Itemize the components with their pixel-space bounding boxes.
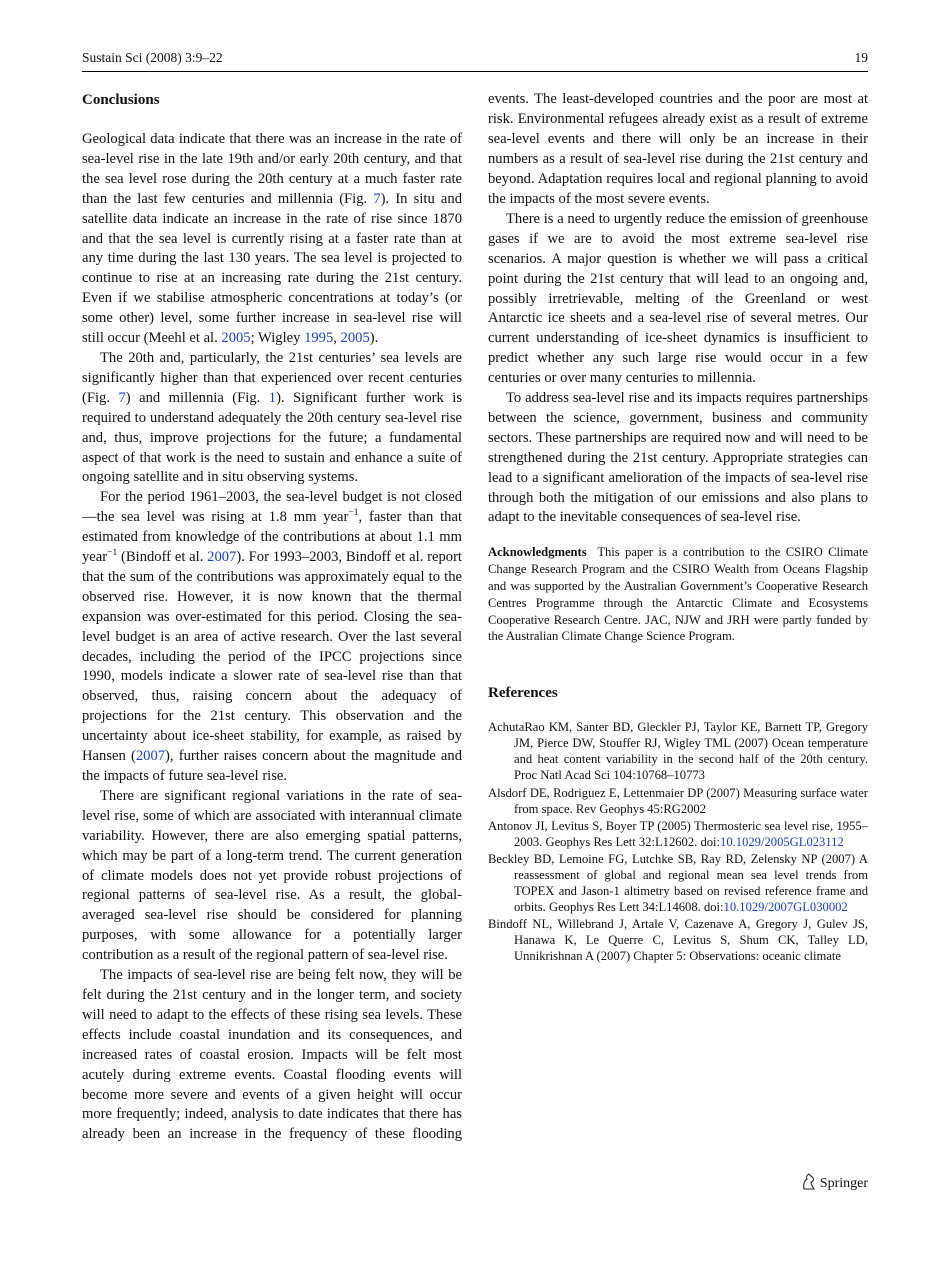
paragraph-7: To address sea-level rise and its impacts requires partnerships between the science, government, business and community sectors. These partnerships are required now and will need to be strengthened during the 21st century. Appropriate strategies can lead to a significant amelioration of the impacts of sea-level rise through both the mitigation of our emissions and also plans to adapt to the inevitable consequences of sea-level rise. xyxy=(488,390,868,526)
header-rule xyxy=(82,71,868,72)
reference-item: Antonov JI, Levitus S, Boyer TP (2005) Thermosteric sea level rise, 1955–2003. Geophys Res Lett 32:L12602. doi:10.1029/2005GL023112 xyxy=(488,818,868,849)
paragraph-5-continuation-wrapper xyxy=(488,90,868,210)
doi-link[interactable]: 10.1029/2005GL023112 xyxy=(720,834,844,849)
reference-item: Alsdorf DE, Rodriguez E, Lettenmaier DP (2007) Measuring surface water from space. Rev Geophys 45:RG2002 xyxy=(488,785,868,816)
publisher-footer xyxy=(801,1173,868,1195)
paragraph-1: Geological data indicate that there was an increase in the rate of sea-level rise in the late 19th and/or early 20th century, and that the sea level rose during the 20th century at a much faster rate than the last few centuries and millennia (Fig. 7). In situ and satellite data indicate an increase in the rate of rise since 1870 and that the sea level is currently rising at a faster rate than at any time during the last 130 years. The sea level is projected to continue to rise at an increasing rate during the 21st century. Even if we stabilise atmospheric concentrations at today’s (or some other) level, some further increase in sea-level rise will still occur (Meehl et al. 2005; Wigley 1995, 2005). xyxy=(82,131,462,347)
left-column-flow xyxy=(82,90,462,1150)
fig-1-link[interactable]: 1 xyxy=(268,389,277,406)
paragraph-4: There are significant regional variations in the rate of sea-level rise, some of which are associated with interannual climate variability. However, there are also emerging spatial patterns, which may be part of a long-term trend. The current generation of climate models does not yet provide robust projections of regional patterns of sea-level rise. As a result, the global-averaged sea-level rise should be considered for planning purposes, with some allowance for a potentially larger contribution as a result of the regional pattern of sea-level rise. xyxy=(82,787,462,964)
journal-citation: Sustain Sci (2008) 3:9–22 xyxy=(82,50,223,65)
acknowledgments: Acknowledgments This paper is a contribution to the CSIRO Climate Change Research Program and the CSIRO Wealth from Oceans Flagship and was supported by the Australian Government’s Cooperative Research Centres Programme through the Antarctic Climate and Ecosystems Cooperative Research Centre. JAC, NJW and JRH were partly funded by the Australian Climate Change Science Program. xyxy=(488,545,868,644)
section-heading-references: References xyxy=(488,685,558,702)
doi-link[interactable]: 10.1029/2007GL030002 xyxy=(723,900,848,915)
fig-7-link[interactable]: 7 xyxy=(118,389,126,406)
paragraph-2: The 20th and, particularly, the 21st centuries’ sea levels are significantly higher than that experienced over recent centuries (Fig. 7) and millennia (Fig. 1). Significant further work is required to understand adequately the 20th century sea-level rise and, thus, improve projections for the future; a fundamental aspect of that work is the need to sustain and enhance a suite of ongoing satellite and in situ observing systems. xyxy=(82,349,462,486)
acknowledgments-label: Acknowledgments xyxy=(488,545,587,560)
right-column-content xyxy=(488,90,868,966)
paragraph-5: The impacts of sea-level rise are being felt now, they will be felt during the 21st century and in the longer term, and society will need to adapt to the effects of these rising sea levels. These effects include coastal inundation and its consequences, and increased rates of coastal erosion. Impacts will be felt most acutely during extreme events. Coastal flooding events will become more severe and events of a given height will occur more frequently; indeed, analysis to date indicates that there has already been an increase in the frequency of these flooding xyxy=(82,967,462,1143)
springer-horse-icon xyxy=(801,1173,816,1195)
reference-item: AchutaRao KM, Santer BD, Gleckler PJ, Taylor KE, Barnett TP, Gregory JM, Pierce DW, Stouffer RJ, Wigley TML (2007) Ocean temperature and heat content variability in the second half of the 20th century. Proc Natl Acad Sci 104:10768–10773 xyxy=(488,720,868,783)
publisher-name: Springer xyxy=(819,1176,868,1191)
wigley-2005-link[interactable]: 2005 xyxy=(340,330,370,347)
meehl-2005-link[interactable]: 2005 xyxy=(221,330,251,347)
reference-list xyxy=(488,719,868,964)
fig-7-link[interactable]: 7 xyxy=(373,190,381,207)
paragraph-6: There is a need to urgently reduce the emission of greenhouse gases if we are to avoid the most extreme sea-level rise scenarios. A major question is whether we will pass a critical point during the 21st century that will lead to an ongoing and, possibly irretrievable, melting of the Greenland or west Antarctic ice sheets and a sea-level rise of several metres. Our current understanding of ice-sheet dynamics is insufficient to predict whether any such large rise would occur in a few centuries or over many centuries to millennia. xyxy=(488,210,868,387)
bindoff-2007-link[interactable]: 2007 xyxy=(207,549,237,566)
hansen-2007-link[interactable]: 2007 xyxy=(135,748,166,765)
page-number: 19 xyxy=(854,50,868,65)
reference-item: Bindoff NL, Willebrand J, Artale V, Cazenave A, Gregory J, Gulev JS, Hanawa K, Le Querre C, Levitus S, Shum CK, Talley LD, Unnikrishnan A (2007) Chapter 5: Observations: oceanic climate xyxy=(488,917,868,964)
reference-item: Beckley BD, Lemoine FG, Lutchke SB, Ray RD, Zelensky NP (2007) A reassessment of global and regional mean sea level trends from TOPEX and Jason-1 altimetry based on revised reference frame and orbits. Geophys Res Lett 34:L14608. doi:10.1029/2007GL030002 xyxy=(488,851,868,915)
wigley-1995-link[interactable]: 1995 xyxy=(304,330,334,347)
paragraph-5-continuation: events. The least-developed countries and the poor are most at risk. Environmental refugees already exist as a result of extreme sea-level events and there will only be an increase in their numbers as a result of sea-level rise during the 21st century and beyond. Adaptation requires local and regional planning to avoid the impacts of the most severe events. xyxy=(488,91,868,207)
section-heading-conclusions: Conclusions xyxy=(82,92,160,108)
paragraph-3: For the period 1961–2003, the sea-level budget is not closed—the sea level was rising at 1.8 mm year$^{-1}$, faster than that estimated from knowledge of the contributions at about 1.1 mm year$^{-1}$ (Bindoff et al. 2007). For 1993–2003, Bindoff et al. report that the sum of the contributions was approximately equal to the observed rise. However, it is now known that the thermal expansion was over-estimated for this period. Closing the sea-level budget is an area of active research. Over the last several decades, including the period of the IPCC projections since 1990, models indicate a slower rate of sea-level rise than that observed, thus, raising concern about the adequacy of projections for the 21st century. This observation and the uncertainty about ice-sheet stability, for example, as raised by Hansen (2007), further raises concern about the magnitude and the impacts of future sea-level rise. xyxy=(82,489,462,784)
